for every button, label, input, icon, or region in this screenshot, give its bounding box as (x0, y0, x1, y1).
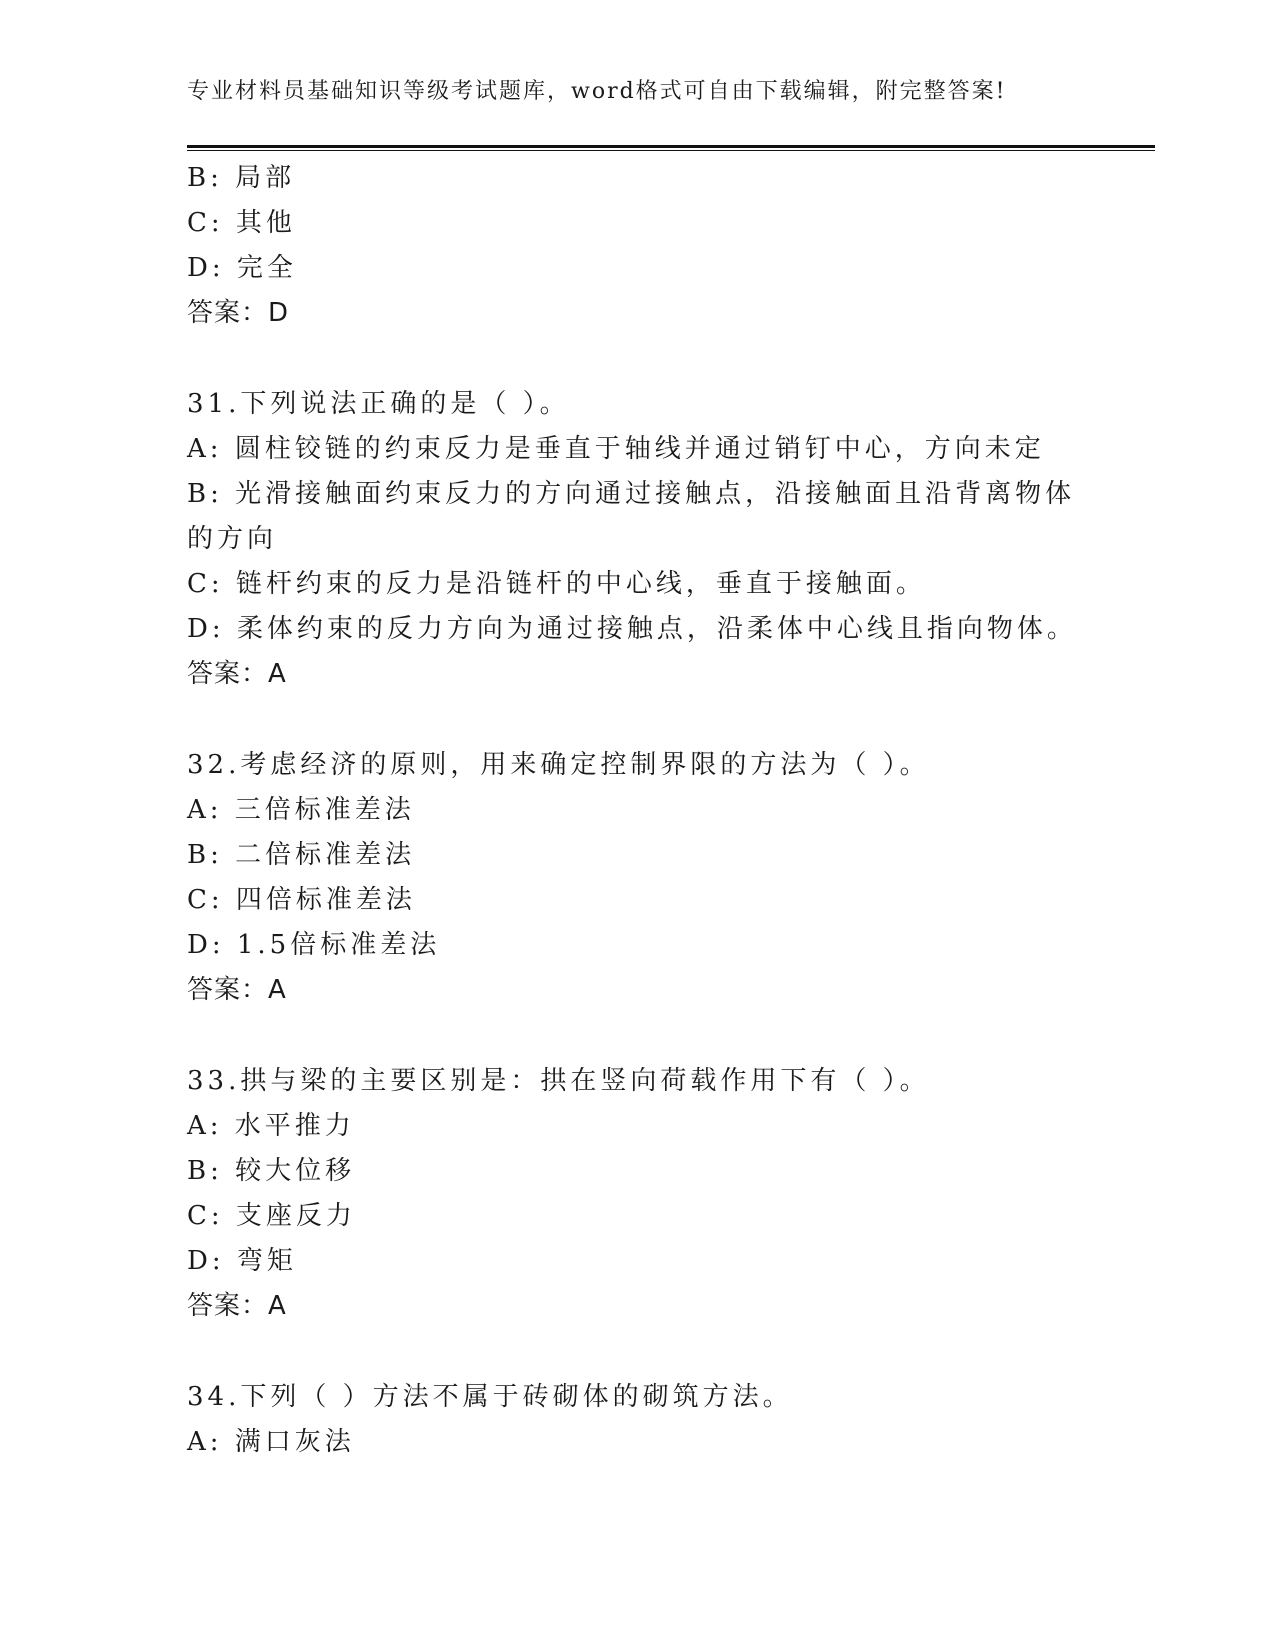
question-stem: 32.考虑经济的原则，用来确定控制界限的方法为（ ）。 (187, 750, 930, 780)
answer: 答案：A (187, 975, 287, 1005)
question-31 (187, 382, 1087, 697)
option-d: D: 完全 (187, 253, 297, 283)
question-stem: 31.下列说法正确的是（ ）。 (187, 389, 570, 419)
answer: 答案：A (187, 659, 287, 689)
answer: 答案：A (187, 1291, 287, 1321)
option-d: D: 柔体约束的反力方向为通过接触点，沿柔体中心线且指向物体。 (187, 614, 1077, 644)
option-d: D: 弯矩 (187, 1246, 297, 1276)
question-34 (187, 1375, 1087, 1465)
header-rule (187, 145, 1155, 151)
header-rule-thin (187, 150, 1155, 151)
question-32 (187, 743, 1087, 1013)
question-list (187, 156, 1087, 1465)
option-b: B: 光滑接触面约束反力的方向通过接触点，沿接触面且沿背离物体的方向 (187, 479, 1076, 554)
spacer (187, 1329, 1087, 1375)
spacer (187, 1013, 1087, 1059)
question-33 (187, 1059, 1087, 1329)
option-b: B: 局部 (187, 163, 296, 193)
option-b: B: 较大位移 (187, 1156, 356, 1186)
question-stem: 33.拱与梁的主要区别是：拱在竖向荷载作用下有（ ）。 (187, 1066, 930, 1096)
option-b: B: 二倍标准差法 (187, 840, 416, 870)
question-30-tail (187, 156, 1087, 336)
question-stem: 34.下列（ ）方法不属于砖砌体的砌筑方法。 (187, 1382, 793, 1412)
option-c: C: 四倍标准差法 (187, 885, 416, 915)
option-a: A: 水平推力 (187, 1111, 355, 1141)
option-d: D: 1.5倍标准差法 (187, 930, 441, 960)
spacer (187, 336, 1087, 382)
spacer (187, 697, 1087, 743)
page-header: 专业材料员基础知识等级考试题库，word格式可自由下载编辑，附完整答案! (187, 79, 1007, 104)
answer: 答案：D (187, 298, 290, 328)
option-c: C: 链杆约束的反力是沿链杆的中心线，垂直于接触面。 (187, 569, 926, 599)
option-a: A: 圆柱铰链的约束反力是垂直于轴线并通过销钉中心，方向未定 (187, 434, 1045, 464)
header-rule-thick (187, 145, 1155, 148)
option-c: C: 其他 (187, 208, 296, 238)
option-a: A: 三倍标准差法 (187, 795, 415, 825)
option-a: A: 满口灰法 (187, 1427, 355, 1457)
option-c: C: 支座反力 (187, 1201, 356, 1231)
